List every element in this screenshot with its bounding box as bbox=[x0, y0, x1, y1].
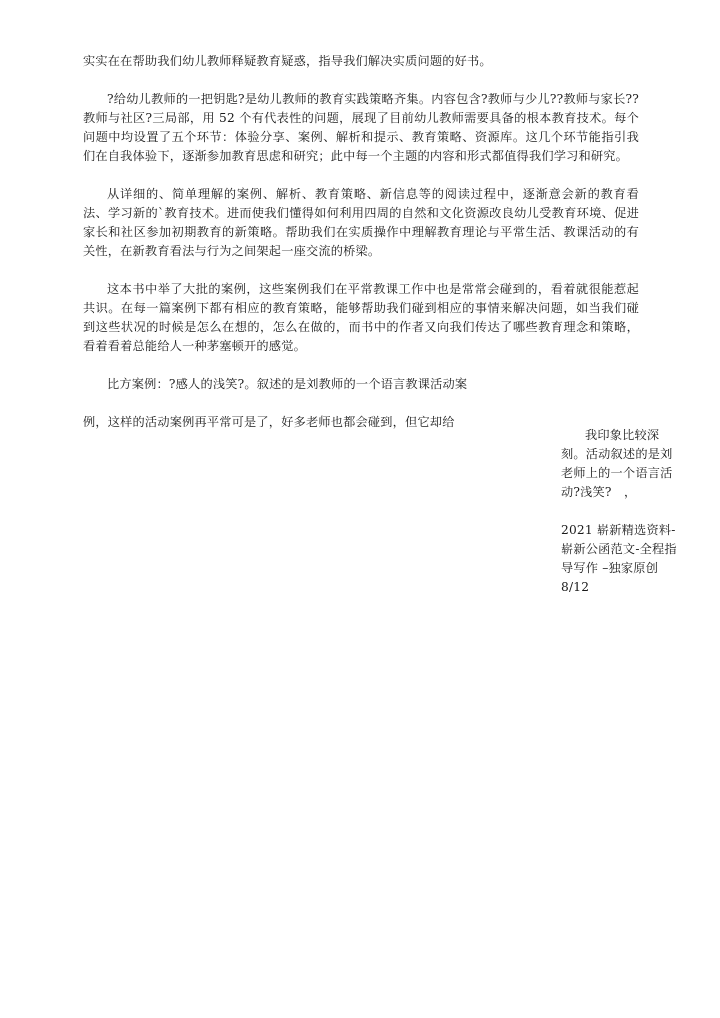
paragraph-5: 比方案例：?感人的浅笑?。叙述的是刘教师的一个语言教课活动案 bbox=[107, 377, 468, 391]
side-note bbox=[561, 426, 681, 597]
side-note-text: 我印象比较深刻。活动叙述的是刘老师上的一个语言活动?浅笑? ， bbox=[561, 428, 673, 499]
paragraph-3: 从详细的、简单理解的案例、解析、教育策略、新信息等的阅读过程中，逐渐意会新的教育看法、学习新的`教育技术。进而使我们懂得如何利用四周的自然和文化资源改良幼儿受教育环境、促进家长和社区参加初期教育的新策略。帮助我们在实质操作中理解教育理论与平常生活、教课活动的有关性，在新教育看法与行为之间架起一座交流的桥梁。 bbox=[83, 187, 639, 258]
side-note-spacer bbox=[561, 502, 681, 521]
paragraph-6: 例，这样的活动案例再平常可是了，好多老师也都会碰到，但它却给 bbox=[83, 415, 455, 429]
footer-text: 2021 崭新精选资料-崭新公函范文-全程指导写作 –独家原创 bbox=[561, 523, 677, 575]
document-body bbox=[83, 52, 639, 451]
paragraph-4: 这本书中举了大批的案例，这些案例我们在平常教课工作中也是常常会碰到的，看着就很能惹起共识。在每一篇案例下都有相应的教育策略，能够帮助我们碰到相应的事情来解决问题，如当我们碰到这些状况的时候是怎么在想的，怎么在做的，而书中的作者又向我们传达了哪些教育理念和策略，看着看着总能给人一种茅塞顿开的感觉。 bbox=[83, 282, 639, 353]
paragraph-2: ?给幼儿教师的一把钥匙?是幼儿教师的教育实践策略齐集。内容包含?教师与少儿??教师与家长??教师与社区?三局部，用 52 个有代表性的问题，展现了目前幼儿教师需要具备的根本教育技术。每个问题中均设置了五个环节：体验分享、案例、解析和提示、教育策略、资源库。这几个环节能指引我们在自我体验下，逐渐参加教育思虑和研究；此中每一个主题的内容和形式都值得我们学习和研究。 bbox=[83, 92, 639, 163]
page-number: 8/12 bbox=[561, 580, 590, 594]
paragraph-1: 实实在在帮助我们幼儿教师释疑教育疑惑，指导我们解决实质问题的好书。 bbox=[83, 54, 492, 68]
